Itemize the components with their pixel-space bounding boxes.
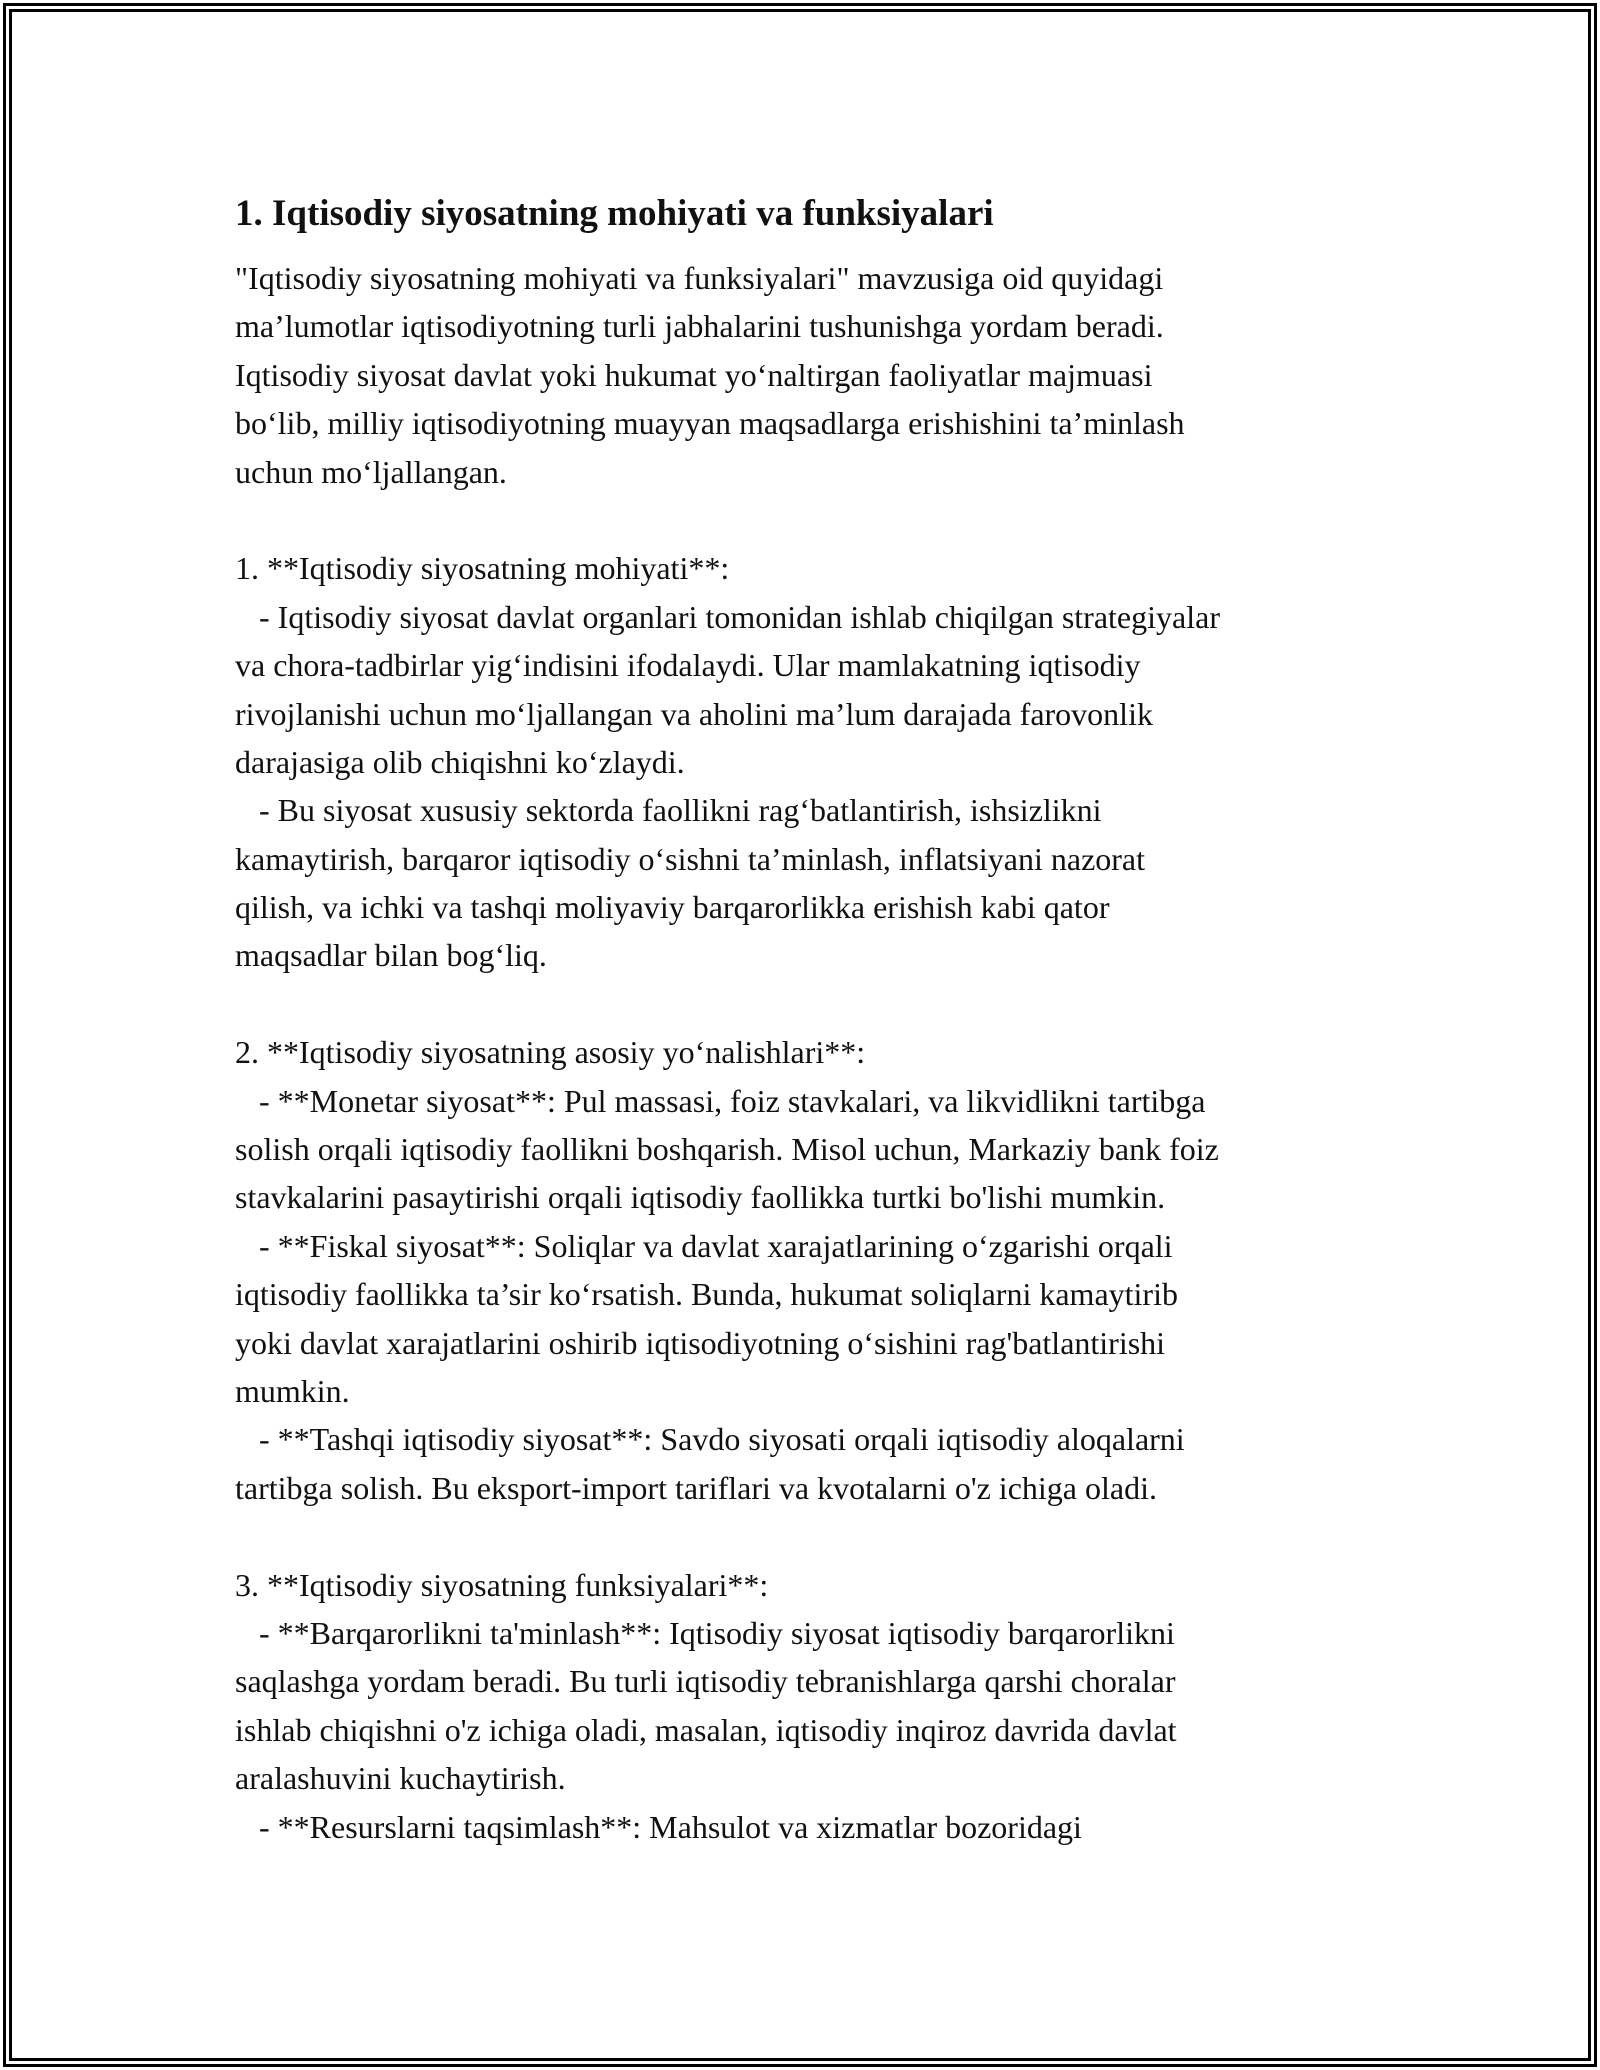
text-line: maqsadlar bilan bog‘liq. [235,937,547,974]
text-block [235,254,1395,1851]
text-line: - **Resurslarni taqsimlash**: Mahsulot va xizmatlar bozoridagi [235,1808,1082,1845]
text-line: tartibga solish. Bu eksport-import tariflari va kvotalarni o'z ichiga oladi. [235,1469,1157,1506]
text-line [235,980,1395,1028]
text-line: - **Monetar siyosat**: Pul massasi, foiz stavkalari, va likvidlikni tartibga [235,1082,1206,1119]
text-line: - Iqtisodiy siyosat davlat organlari tomonidan ishlab chiqilgan strategiyalar [235,598,1220,635]
text-line: - **Tashqi iqtisodiy siyosat**: Savdo siyosati orqali iqtisodiy aloqalarni [235,1421,1185,1458]
text-line: qilish, va ichki va tashqi moliyaviy barqarorlikka erishish kabi qator [235,889,1110,926]
text-line: va chora-tadbirlar yig‘indisini ifodalaydi. Ular mamlakatning iqtisodiy [235,647,1141,684]
section-heading: 1. Iqtisodiy siyosatning mohiyati va funksiyalari [235,193,994,234]
text-line: yoki davlat xarajatlarini oshirib iqtisodiyotning o‘sishini rag'batlantirishi [235,1324,1166,1361]
text-line: - **Barqarorlikni ta'minlash**: Iqtisodiy siyosat iqtisodiy barqarorlikni [235,1614,1175,1651]
text-line: mumkin. [235,1372,350,1409]
text-line: stavkalarini pasaytirishi orqali iqtisodiy faollikka turtki bo'lishi mumkin. [235,1179,1166,1216]
text-line: kamaytirish, barqaror iqtisodiy o‘sishni ta’minlash, inflatsiyani nazorat [235,840,1146,877]
text-line: ma’lumotlar iqtisodiyotning turli jabhalarini tushunishga yordam beradi. [235,308,1164,345]
text-line: "Iqtisodiy siyosatning mohiyati va funksiyalari" mavzusiga oid quyidagi [235,260,1164,296]
text-line: Iqtisodiy siyosat davlat yoki hukumat yo‘naltirgan faoliyatlar majmuasi [235,356,1153,393]
text-line [235,1512,1395,1560]
text-line: iqtisodiy faollikka ta’sir ko‘rsatish. Bunda, hukumat soliqlarni kamaytirib [235,1276,1178,1313]
document-body [235,180,1395,1851]
text-line: 2. **Iqtisodiy siyosatning asosiy yo‘nalishlari**: [235,1034,866,1071]
text-line: - **Fiskal siyosat**: Soliqlar va davlat xarajatlarining o‘zgarishi orqali [235,1227,1173,1264]
text-line: darajasiga olib chiqishni ko‘zlaydi. [235,743,685,780]
text-line: bo‘lib, milliy iqtisodiyotning muayyan maqsadlarga erishishini ta’minlash [235,405,1185,442]
text-line: saqlashga yordam beradi. Bu turli iqtisodiy tebranishlarga qarshi choralar [235,1663,1176,1700]
text-line: aralashuvini kuchaytirish. [235,1760,566,1797]
text-line: uchun mo‘ljallangan. [235,453,507,490]
text-line: 1. **Iqtisodiy siyosatning mohiyati**: [235,550,730,587]
text-line [235,496,1395,544]
text-line: 3. **Iqtisodiy siyosatning funksiyalari**: [235,1566,769,1603]
text-line: solish orqali iqtisodiy faollikni boshqarish. Misol uchun, Markaziy bank foiz [235,1131,1219,1168]
text-line: - Bu siyosat xususiy sektorda faollikni rag‘batlantirish, ishsizlikni [235,792,1102,829]
text-line: rivojlanishi uchun mo‘ljallangan va aholini ma’lum darajada farovonlik [235,695,1153,732]
text-line: ishlab chiqishni o'z ichiga oladi, masalan, iqtisodiy inqiroz davrida davlat [235,1711,1177,1748]
